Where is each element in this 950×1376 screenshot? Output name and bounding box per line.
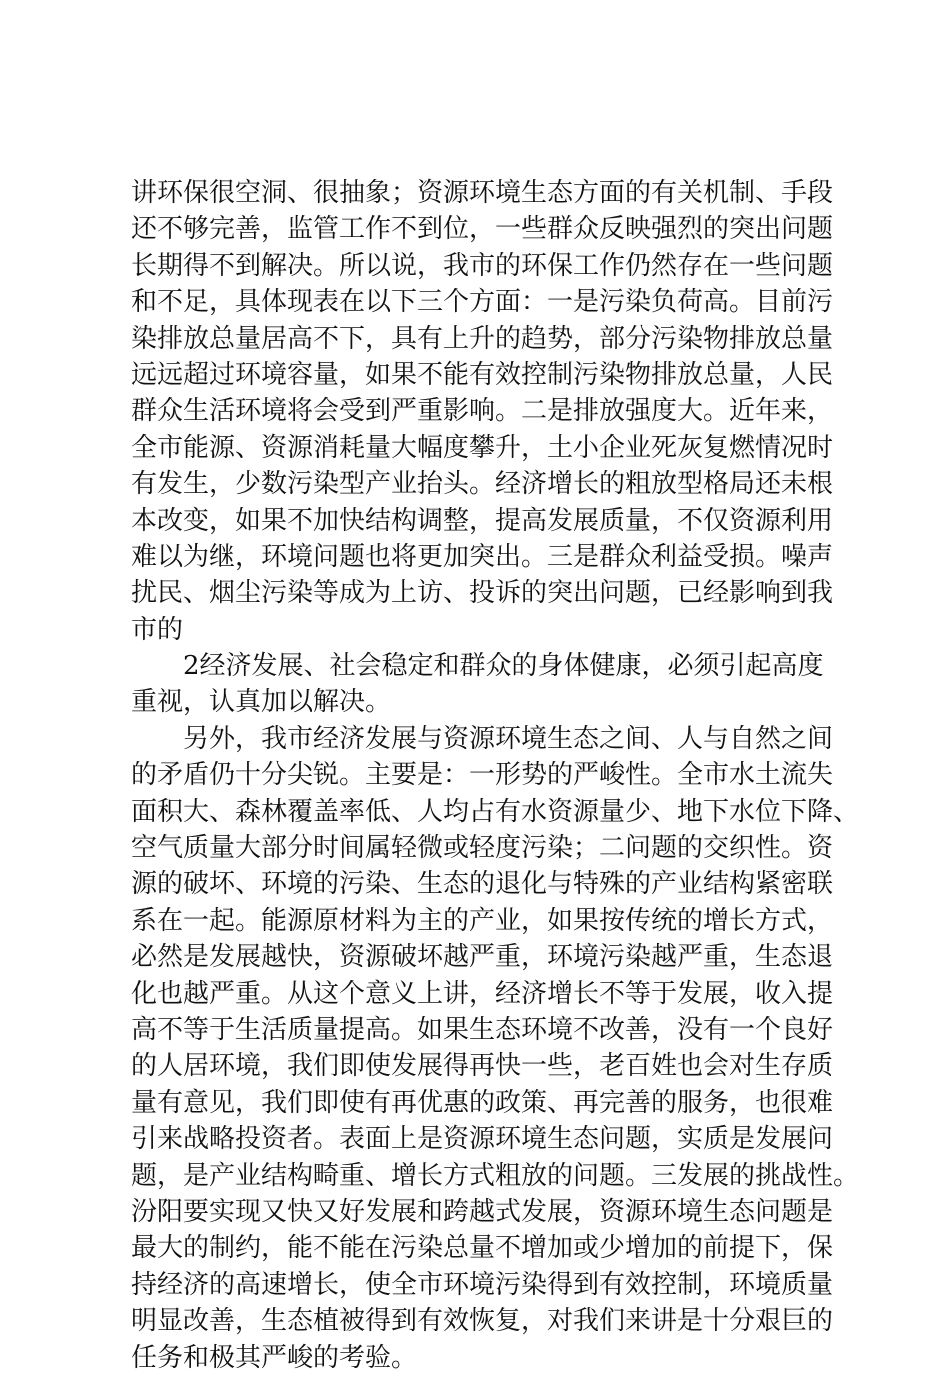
text-line: 题，是产业结构畸重、增长方式粗放的问题。三发展的挑战性。 xyxy=(131,1160,860,1191)
text-line: 化也越严重。从这个意义上讲，经济增长不等于发展，收入提 xyxy=(131,978,834,1009)
text-line: 持经济的高速增长，使全市环境污染得到有效控制，环境质量 xyxy=(131,1269,834,1300)
text-line: 明显改善，生态植被得到有效恢复，对我们来讲是十分艰巨的 xyxy=(131,1306,834,1337)
text-line: 源的破坏、环境的污染、生态的退化与特殊的产业结构紧密联 xyxy=(131,869,834,900)
text-line: 另外，我市经济发展与资源环境生态之间、人与自然之间 xyxy=(183,723,834,754)
body-text xyxy=(131,175,860,1376)
text-line: 任务和极其严峻的考验。 xyxy=(131,1342,418,1373)
text-line: 讲环保很空洞、很抽象；资源环境生态方面的有关机制、手段 xyxy=(131,178,834,208)
text-line: 引来战略投资者。表面上是资源环境生态问题，实质是发展问 xyxy=(131,1124,834,1155)
text-line: 汾阳要实现又快又好发展和跨越式发展，资源环境生态问题是 xyxy=(131,1196,834,1227)
text-line: 必然是发展越快，资源破坏越严重，环境污染越严重，生态退 xyxy=(131,942,834,973)
text-line: 扰民、烟尘污染等成为上访、投诉的突出问题，已经影响到我 xyxy=(131,578,834,609)
text-line: 系在一起。能源原材料为主的产业，如果按传统的增长方式， xyxy=(131,905,834,936)
text-line: 还不够完善，监管工作不到位，一些群众反映强烈的突出问题 xyxy=(131,214,834,245)
text-line: 空气质量大部分时间属轻微或轻度污染；二问题的交织性。资 xyxy=(131,833,834,864)
text-line: 全市能源、资源消耗量大幅度攀升，土小企业死灰复燃情况时 xyxy=(131,432,834,463)
text-line: 群众生活环境将会受到严重影响。二是排放强度大。近年来， xyxy=(131,396,834,427)
text-line: 最大的制约，能不能在污染总量不增加或少增加的前提下，保 xyxy=(131,1233,834,1264)
text-line: 2经济发展、社会稳定和群众的身体健康，必须引起高度 xyxy=(183,651,824,682)
text-line: 远远超过环境容量，如果不能有效控制污染物排放总量，人民 xyxy=(131,359,834,390)
text-line: 的人居环境，我们即使发展得再快一些，老百姓也会对生存质 xyxy=(131,1051,834,1082)
text-line: 染排放总量居高不下，具有上升的趋势，部分污染物排放总量 xyxy=(131,323,834,354)
text-line: 面积大、森林覆盖率低、人均占有水资源量少、地下水位下降、 xyxy=(131,796,860,827)
text-line: 本改变，如果不加快结构调整，提高发展质量，不仅资源利用 xyxy=(131,505,834,536)
text-line: 市的 xyxy=(131,614,184,645)
text-line: 重视，认真加以解决。 xyxy=(131,687,392,718)
text-line: 难以为继，环境问题也将更加突出。三是群众利益受损。噪声 xyxy=(131,541,834,572)
text-line: 和不足，具体现表在以下三个方面：一是污染负荷高。目前污 xyxy=(131,287,834,318)
text-line: 长期得不到解决。所以说，我市的环保工作仍然存在一些问题 xyxy=(131,250,834,281)
text-line: 高不等于生活质量提高。如果生态环境不改善，没有一个良好 xyxy=(131,1014,834,1045)
text-line: 有发生，少数污染型产业抬头。经济增长的粗放型格局还未根 xyxy=(131,469,834,500)
text-line: 量有意见，我们即使有再优惠的政策、再完善的服务，也很难 xyxy=(131,1087,834,1118)
text-line: 的矛盾仍十分尖锐。主要是：一形势的严峻性。全市水土流失 xyxy=(131,760,834,791)
